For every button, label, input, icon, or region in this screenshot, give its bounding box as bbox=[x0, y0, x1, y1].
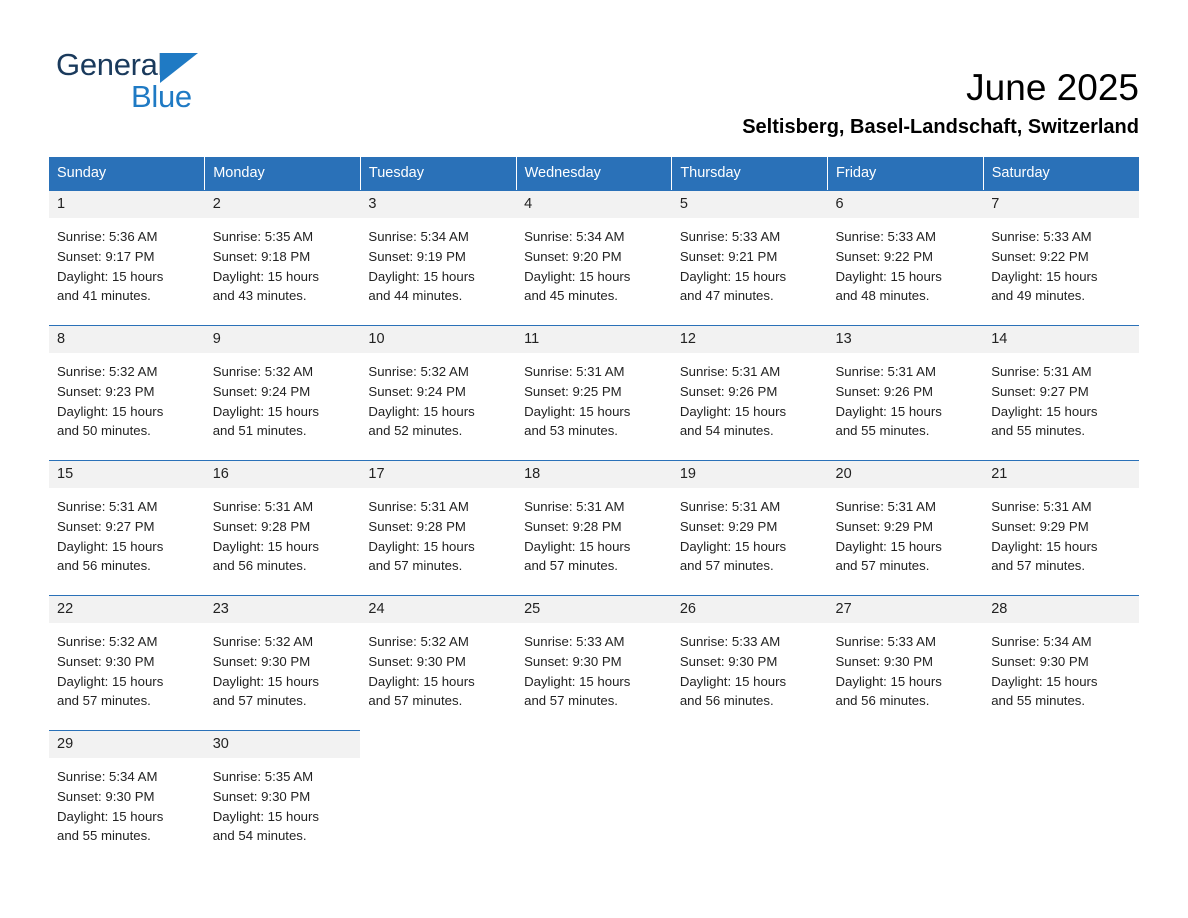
logo-text-general: General bbox=[56, 47, 165, 82]
daylight-text-line1: Daylight: 15 hours bbox=[212, 808, 319, 824]
sunset-text: Sunset: 9:30 PM bbox=[524, 653, 622, 669]
sunrise-sunset-calendar bbox=[49, 157, 1139, 850]
daylight-text-line2: and 55 minutes. bbox=[835, 423, 930, 439]
day-details bbox=[360, 623, 516, 711]
weekday-header-monday: Monday bbox=[205, 157, 361, 190]
day-number: 21 bbox=[983, 461, 1139, 488]
logo-text-blue: Blue bbox=[131, 79, 192, 114]
day-number: 24 bbox=[360, 596, 516, 623]
daylight-text-line1: Daylight: 15 hours bbox=[368, 403, 475, 419]
daylight-text-line1: Daylight: 15 hours bbox=[835, 403, 942, 419]
daylight-text-line2: and 50 minutes. bbox=[57, 423, 151, 439]
day-cell[interactable] bbox=[205, 325, 361, 460]
day-cell[interactable] bbox=[828, 460, 984, 595]
daylight-text-line1: Daylight: 15 hours bbox=[368, 673, 475, 689]
day-number: 15 bbox=[49, 461, 205, 488]
daylight-text-line1: Daylight: 15 hours bbox=[57, 808, 164, 824]
sunrise-text: Sunrise: 5:31 AM bbox=[991, 499, 1092, 514]
daylight-text-line1: Daylight: 15 hours bbox=[57, 403, 164, 419]
generalblue-logo[interactable] bbox=[56, 47, 256, 117]
sunset-text: Sunset: 9:30 PM bbox=[212, 788, 311, 804]
day-cell[interactable] bbox=[205, 730, 361, 850]
daylight-text-line2: and 47 minutes. bbox=[679, 288, 774, 304]
daylight-text-line1: Daylight: 15 hours bbox=[368, 538, 475, 554]
sunset-text: Sunset: 9:22 PM bbox=[991, 248, 1089, 264]
day-details bbox=[672, 218, 828, 306]
sunrise-text: Sunrise: 5:33 AM bbox=[835, 634, 936, 649]
daylight-text-line1: Daylight: 15 hours bbox=[212, 673, 319, 689]
day-details bbox=[205, 758, 361, 846]
sunrise-text: Sunrise: 5:31 AM bbox=[835, 364, 936, 379]
daylight-text-line1: Daylight: 15 hours bbox=[524, 673, 631, 689]
location-subtitle: Seltisberg, Basel-Landschaft, Switzerland bbox=[742, 116, 1139, 138]
sunset-text: Sunset: 9:30 PM bbox=[835, 653, 934, 669]
sunset-text: Sunset: 9:30 PM bbox=[57, 653, 155, 669]
sunrise-text: Sunrise: 5:31 AM bbox=[524, 499, 625, 514]
sunrise-text: Sunrise: 5:31 AM bbox=[57, 499, 158, 514]
daylight-text-line1: Daylight: 15 hours bbox=[212, 403, 319, 419]
daylight-text-line2: and 57 minutes. bbox=[679, 558, 774, 574]
sunrise-text: Sunrise: 5:34 AM bbox=[368, 229, 469, 244]
day-cell[interactable] bbox=[983, 460, 1139, 595]
sunrise-text: Sunrise: 5:32 AM bbox=[368, 634, 469, 649]
day-details bbox=[205, 488, 361, 576]
day-number: 16 bbox=[205, 461, 361, 488]
daylight-text-line2: and 49 minutes. bbox=[991, 288, 1086, 304]
daylight-text-line2: and 48 minutes. bbox=[835, 288, 930, 304]
day-number: 3 bbox=[360, 191, 516, 218]
day-cell[interactable] bbox=[49, 595, 205, 730]
day-number: 19 bbox=[672, 461, 828, 488]
day-number: 30 bbox=[205, 731, 361, 758]
day-details bbox=[828, 353, 984, 441]
daylight-text-line1: Daylight: 15 hours bbox=[835, 673, 942, 689]
day-number: 27 bbox=[828, 596, 984, 623]
day-number: 1 bbox=[49, 191, 205, 218]
weekday-header-friday: Friday bbox=[828, 157, 984, 190]
daylight-text-line1: Daylight: 15 hours bbox=[212, 268, 319, 284]
sunrise-text: Sunrise: 5:34 AM bbox=[991, 634, 1092, 649]
sunrise-text: Sunrise: 5:32 AM bbox=[57, 364, 158, 379]
day-details bbox=[205, 623, 361, 711]
daylight-text-line2: and 57 minutes. bbox=[212, 693, 307, 709]
day-details bbox=[49, 353, 205, 441]
sunrise-text: Sunrise: 5:31 AM bbox=[524, 364, 625, 379]
page-header bbox=[49, 0, 1139, 138]
sunrise-text: Sunrise: 5:34 AM bbox=[57, 769, 158, 784]
day-details bbox=[828, 488, 984, 576]
daylight-text-line2: and 55 minutes. bbox=[991, 423, 1086, 439]
day-number: 25 bbox=[516, 596, 672, 623]
sunset-text: Sunset: 9:25 PM bbox=[524, 383, 622, 399]
sunrise-text: Sunrise: 5:33 AM bbox=[991, 229, 1092, 244]
day-cell[interactable] bbox=[828, 595, 984, 730]
sunset-text: Sunset: 9:27 PM bbox=[991, 383, 1089, 399]
day-number: 8 bbox=[49, 326, 205, 353]
day-cell[interactable] bbox=[360, 595, 516, 730]
day-number: 11 bbox=[516, 326, 672, 353]
sunset-text: Sunset: 9:21 PM bbox=[679, 248, 778, 264]
day-cell[interactable] bbox=[49, 730, 205, 850]
day-details bbox=[49, 488, 205, 576]
day-details bbox=[205, 218, 361, 306]
day-details bbox=[49, 218, 205, 306]
calendar-week-row bbox=[49, 190, 1139, 325]
daylight-text-line2: and 57 minutes. bbox=[524, 693, 618, 709]
daylight-text-line2: and 56 minutes. bbox=[679, 693, 774, 709]
daylight-text-line2: and 54 minutes. bbox=[679, 423, 774, 439]
weekday-header-row bbox=[49, 157, 1139, 190]
daylight-text-line1: Daylight: 15 hours bbox=[524, 538, 631, 554]
sunrise-text: Sunrise: 5:33 AM bbox=[524, 634, 625, 649]
day-cell[interactable] bbox=[828, 325, 984, 460]
daylight-text-line2: and 52 minutes. bbox=[368, 423, 463, 439]
day-cell-empty bbox=[828, 730, 984, 850]
day-details bbox=[672, 623, 828, 711]
daylight-text-line2: and 57 minutes. bbox=[368, 558, 463, 574]
daylight-text-line2: and 56 minutes. bbox=[212, 558, 307, 574]
daylight-text-line1: Daylight: 15 hours bbox=[524, 403, 631, 419]
day-cell[interactable] bbox=[672, 325, 828, 460]
day-cell[interactable] bbox=[205, 190, 361, 325]
sunset-text: Sunset: 9:29 PM bbox=[679, 518, 778, 534]
sunrise-text: Sunrise: 5:31 AM bbox=[679, 364, 781, 379]
day-cell[interactable] bbox=[828, 190, 984, 325]
day-cell[interactable] bbox=[205, 595, 361, 730]
daylight-text-line2: and 43 minutes. bbox=[212, 288, 307, 304]
weekday-header-tuesday: Tuesday bbox=[360, 157, 516, 190]
day-number: 13 bbox=[828, 326, 984, 353]
weekday-header-thursday: Thursday bbox=[672, 157, 828, 190]
day-details bbox=[360, 488, 516, 576]
sunrise-text: Sunrise: 5:31 AM bbox=[679, 499, 781, 514]
day-details bbox=[205, 353, 361, 441]
daylight-text-line1: Daylight: 15 hours bbox=[679, 673, 787, 689]
day-number: 4 bbox=[516, 191, 672, 218]
sunset-text: Sunset: 9:22 PM bbox=[835, 248, 934, 264]
day-details bbox=[983, 218, 1139, 306]
sunrise-text: Sunrise: 5:35 AM bbox=[212, 229, 314, 244]
sunset-text: Sunset: 9:24 PM bbox=[212, 383, 311, 399]
daylight-text-line1: Daylight: 15 hours bbox=[524, 268, 631, 284]
sunset-text: Sunset: 9:30 PM bbox=[679, 653, 778, 669]
day-details bbox=[983, 623, 1139, 711]
sunset-text: Sunset: 9:28 PM bbox=[524, 518, 622, 534]
sunset-text: Sunset: 9:30 PM bbox=[57, 788, 155, 804]
daylight-text-line2: and 56 minutes. bbox=[835, 693, 930, 709]
day-cell[interactable] bbox=[983, 595, 1139, 730]
day-number: 26 bbox=[672, 596, 828, 623]
daylight-text-line2: and 57 minutes. bbox=[835, 558, 930, 574]
sunrise-text: Sunrise: 5:32 AM bbox=[212, 634, 314, 649]
daylight-text-line2: and 53 minutes. bbox=[524, 423, 618, 439]
daylight-text-line2: and 54 minutes. bbox=[212, 828, 307, 844]
daylight-text-line1: Daylight: 15 hours bbox=[991, 538, 1098, 554]
day-cell-empty bbox=[360, 730, 516, 850]
day-details bbox=[828, 623, 984, 711]
day-number: 12 bbox=[672, 326, 828, 353]
sunrise-text: Sunrise: 5:33 AM bbox=[835, 229, 936, 244]
day-details bbox=[516, 488, 672, 576]
day-number: 20 bbox=[828, 461, 984, 488]
daylight-text-line1: Daylight: 15 hours bbox=[679, 403, 787, 419]
sunset-text: Sunset: 9:26 PM bbox=[835, 383, 934, 399]
day-cell-empty bbox=[983, 730, 1139, 850]
day-details bbox=[360, 218, 516, 306]
day-details bbox=[360, 353, 516, 441]
day-cell[interactable] bbox=[983, 325, 1139, 460]
sunrise-text: Sunrise: 5:35 AM bbox=[212, 769, 314, 784]
daylight-text-line2: and 56 minutes. bbox=[57, 558, 151, 574]
daylight-text-line1: Daylight: 15 hours bbox=[991, 268, 1098, 284]
sunset-text: Sunset: 9:27 PM bbox=[57, 518, 155, 534]
sunrise-text: Sunrise: 5:34 AM bbox=[524, 229, 625, 244]
daylight-text-line1: Daylight: 15 hours bbox=[57, 268, 164, 284]
calendar-week-row bbox=[49, 730, 1139, 850]
sunrise-text: Sunrise: 5:36 AM bbox=[57, 229, 158, 244]
day-cell[interactable] bbox=[516, 460, 672, 595]
daylight-text-line1: Daylight: 15 hours bbox=[679, 538, 787, 554]
daylight-text-line2: and 55 minutes. bbox=[57, 828, 151, 844]
day-cell-empty bbox=[516, 730, 672, 850]
day-number: 5 bbox=[672, 191, 828, 218]
day-cell[interactable] bbox=[672, 595, 828, 730]
calendar-week-row bbox=[49, 460, 1139, 595]
weekday-header-saturday: Saturday bbox=[983, 157, 1139, 190]
day-details bbox=[983, 353, 1139, 441]
calendar-week-row bbox=[49, 595, 1139, 730]
sunset-text: Sunset: 9:17 PM bbox=[57, 248, 155, 264]
sunrise-text: Sunrise: 5:32 AM bbox=[368, 364, 469, 379]
sunrise-text: Sunrise: 5:32 AM bbox=[212, 364, 314, 379]
day-number: 29 bbox=[49, 731, 205, 758]
day-cell[interactable] bbox=[49, 325, 205, 460]
day-number: 6 bbox=[828, 191, 984, 218]
sunrise-text: Sunrise: 5:32 AM bbox=[57, 634, 158, 649]
day-details bbox=[516, 353, 672, 441]
sunset-text: Sunset: 9:30 PM bbox=[368, 653, 466, 669]
daylight-text-line1: Daylight: 15 hours bbox=[57, 538, 164, 554]
day-cell[interactable] bbox=[516, 190, 672, 325]
calendar-week-row bbox=[49, 325, 1139, 460]
day-number: 7 bbox=[983, 191, 1139, 218]
daylight-text-line2: and 55 minutes. bbox=[991, 693, 1086, 709]
daylight-text-line2: and 44 minutes. bbox=[368, 288, 463, 304]
daylight-text-line2: and 57 minutes. bbox=[57, 693, 151, 709]
sunset-text: Sunset: 9:20 PM bbox=[524, 248, 622, 264]
sunset-text: Sunset: 9:24 PM bbox=[368, 383, 466, 399]
daylight-text-line2: and 57 minutes. bbox=[991, 558, 1086, 574]
weekday-header-sunday: Sunday bbox=[49, 157, 205, 190]
sunrise-text: Sunrise: 5:33 AM bbox=[679, 634, 781, 649]
day-cell[interactable] bbox=[205, 460, 361, 595]
daylight-text-line1: Daylight: 15 hours bbox=[991, 673, 1098, 689]
day-cell[interactable] bbox=[360, 325, 516, 460]
daylight-text-line1: Daylight: 15 hours bbox=[368, 268, 475, 284]
day-cell[interactable] bbox=[516, 325, 672, 460]
day-details bbox=[828, 218, 984, 306]
day-cell-empty bbox=[672, 730, 828, 850]
weekday-header-wednesday: Wednesday bbox=[516, 157, 672, 190]
sunset-text: Sunset: 9:26 PM bbox=[679, 383, 778, 399]
day-details bbox=[516, 218, 672, 306]
sunset-text: Sunset: 9:28 PM bbox=[212, 518, 311, 534]
daylight-text-line2: and 41 minutes. bbox=[57, 288, 151, 304]
day-details bbox=[49, 758, 205, 846]
day-cell[interactable] bbox=[516, 595, 672, 730]
sunrise-text: Sunrise: 5:31 AM bbox=[368, 499, 469, 514]
sunset-text: Sunset: 9:29 PM bbox=[835, 518, 934, 534]
sunrise-text: Sunrise: 5:33 AM bbox=[679, 229, 781, 244]
day-number: 22 bbox=[49, 596, 205, 623]
day-details bbox=[49, 623, 205, 711]
day-number: 18 bbox=[516, 461, 672, 488]
daylight-text-line1: Daylight: 15 hours bbox=[991, 403, 1098, 419]
sunrise-text: Sunrise: 5:31 AM bbox=[212, 499, 314, 514]
daylight-text-line1: Daylight: 15 hours bbox=[835, 538, 942, 554]
sunset-text: Sunset: 9:19 PM bbox=[368, 248, 466, 264]
day-number: 2 bbox=[205, 191, 361, 218]
daylight-text-line1: Daylight: 15 hours bbox=[212, 538, 319, 554]
day-cell[interactable] bbox=[672, 190, 828, 325]
sunset-text: Sunset: 9:28 PM bbox=[368, 518, 466, 534]
day-details bbox=[672, 488, 828, 576]
day-number: 9 bbox=[205, 326, 361, 353]
day-number: 17 bbox=[360, 461, 516, 488]
day-details bbox=[983, 488, 1139, 576]
daylight-text-line1: Daylight: 15 hours bbox=[679, 268, 787, 284]
daylight-text-line2: and 57 minutes. bbox=[368, 693, 463, 709]
page-title: June 2025 bbox=[966, 66, 1139, 108]
day-cell[interactable] bbox=[360, 460, 516, 595]
daylight-text-line2: and 45 minutes. bbox=[524, 288, 618, 304]
day-number: 10 bbox=[360, 326, 516, 353]
day-number: 23 bbox=[205, 596, 361, 623]
day-cell[interactable] bbox=[983, 190, 1139, 325]
sunset-text: Sunset: 9:23 PM bbox=[57, 383, 155, 399]
sunrise-text: Sunrise: 5:31 AM bbox=[835, 499, 936, 514]
day-number: 28 bbox=[983, 596, 1139, 623]
sunset-text: Sunset: 9:30 PM bbox=[991, 653, 1089, 669]
daylight-text-line1: Daylight: 15 hours bbox=[57, 673, 164, 689]
sunset-text: Sunset: 9:30 PM bbox=[212, 653, 311, 669]
day-details bbox=[672, 353, 828, 441]
day-number: 14 bbox=[983, 326, 1139, 353]
daylight-text-line2: and 57 minutes. bbox=[524, 558, 618, 574]
day-cell[interactable] bbox=[360, 190, 516, 325]
daylight-text-line1: Daylight: 15 hours bbox=[835, 268, 942, 284]
day-cell[interactable] bbox=[49, 190, 205, 325]
daylight-text-line2: and 51 minutes. bbox=[212, 423, 307, 439]
sunrise-text: Sunrise: 5:31 AM bbox=[991, 364, 1092, 379]
sunset-text: Sunset: 9:29 PM bbox=[991, 518, 1089, 534]
day-cell[interactable] bbox=[49, 460, 205, 595]
day-cell[interactable] bbox=[672, 460, 828, 595]
sunset-text: Sunset: 9:18 PM bbox=[212, 248, 311, 264]
day-details bbox=[516, 623, 672, 711]
